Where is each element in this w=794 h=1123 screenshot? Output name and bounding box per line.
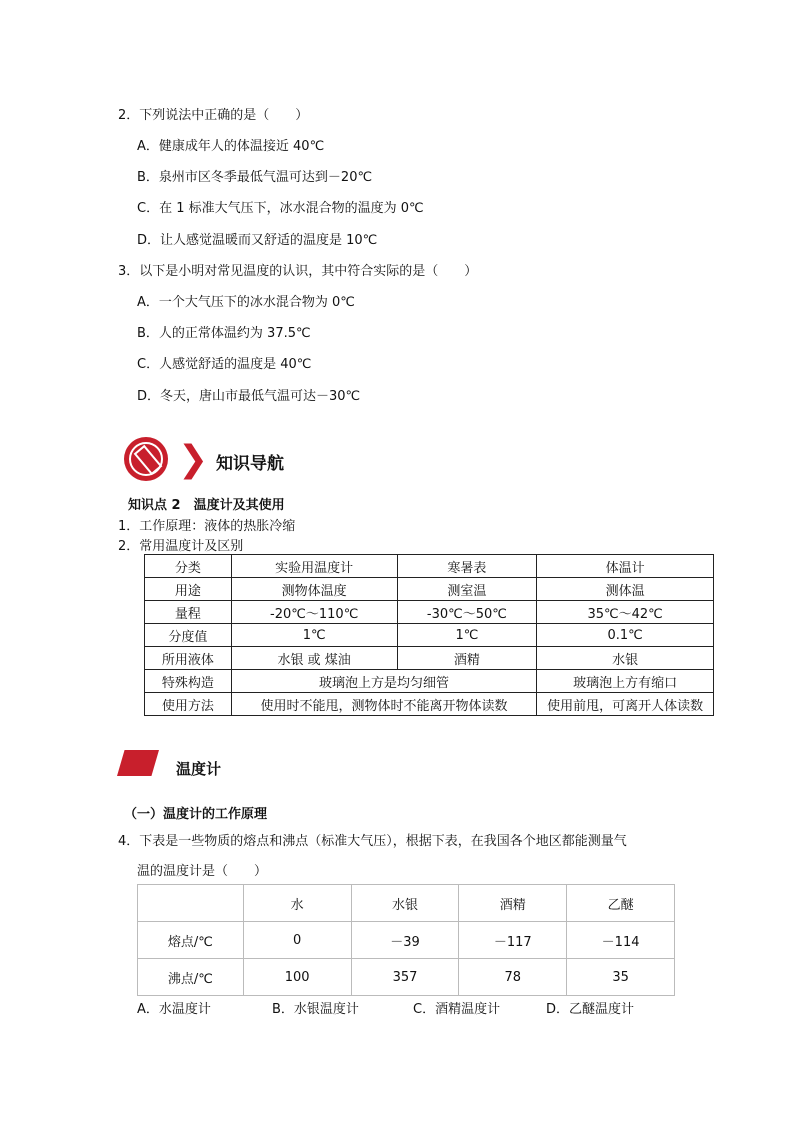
table-cell: 酒精 <box>397 647 537 670</box>
question-4-choice-c: C．酒精温度计 <box>413 1002 501 1017</box>
table-cell: 特殊构造 <box>145 670 232 693</box>
band-title: 温度计 <box>176 760 222 778</box>
table-cell: 35℃～42℃ <box>537 601 714 624</box>
question-4-stem-line-1: 4．下表是一些物质的熔点和沸点（标准大气压），根据下表，在我国各个地区都能测量气 <box>118 834 627 849</box>
table-cell: 分度值 <box>145 624 232 647</box>
knowledge-line-1: 1．工作原理：液体的热胀冷缩 <box>118 519 296 534</box>
table-cell: 实验用温度计 <box>231 555 397 578</box>
question-4-stem-line-2: 温的温度计是（ ） <box>137 864 268 879</box>
table-cell: 0.1℃ <box>537 624 714 647</box>
question-2-option-a: A．健康成年人的体温接近 40℃ <box>137 139 325 154</box>
question-4-choice-a: A．水温度计 <box>137 1002 211 1017</box>
question-3-option-a: A．一个大气压下的冰水混合物为 0℃ <box>137 295 355 310</box>
question-2-stem: 2．下列说法中正确的是（ ） <box>118 108 309 123</box>
question-3-option-d: D．冬天，唐山市最低气温可达－30℃ <box>137 389 361 404</box>
table-cell: 1℃ <box>231 624 397 647</box>
table-cell: -30℃～50℃ <box>397 601 537 624</box>
table-cell: 量程 <box>145 601 232 624</box>
thermometer-comparison-table <box>144 554 714 716</box>
question-4-choice-d: D．乙醚温度计 <box>546 1002 635 1017</box>
table-cell: 测室温 <box>397 578 537 601</box>
table-cell: 酒精 <box>459 885 567 922</box>
table-cell <box>138 885 244 922</box>
table-cell: 使用前甩，可离开人体读数 <box>537 693 714 716</box>
table-cell: 35 <box>567 959 675 996</box>
table-row <box>145 647 714 670</box>
chevron-right-icon: ❯ <box>178 439 209 480</box>
table-cell: 寒暑表 <box>397 555 537 578</box>
table-row <box>145 555 714 578</box>
table-row <box>145 693 714 716</box>
question-2-option-c: C．在 1 标准大气压下，冰水混合物的温度为 0℃ <box>137 201 424 216</box>
knowledge-point-heading: 知识点 2 温度计及其使用 <box>128 498 285 513</box>
table-cell: 水银 <box>537 647 714 670</box>
table-cell: 测物体温度 <box>231 578 397 601</box>
table-row <box>145 670 714 693</box>
table-cell: 乙醚 <box>567 885 675 922</box>
table-row <box>138 922 675 959</box>
question-4-choice-b: B．水银温度计 <box>272 1002 359 1017</box>
table-cell: 水 <box>243 885 351 922</box>
subsection-title: （一）温度计的工作原理 <box>124 807 268 822</box>
table-cell: 78 <box>459 959 567 996</box>
table-cell: 所用液体 <box>145 647 232 670</box>
table-cell: 使用方法 <box>145 693 232 716</box>
question-3-option-b: B．人的正常体温约为 37.5℃ <box>137 326 311 341</box>
table-cell: －39 <box>351 922 459 959</box>
knowledge-line-2: 2．常用温度计及区别 <box>118 539 244 554</box>
table-cell: 100 <box>243 959 351 996</box>
table-cell: 玻璃泡上方有缩口 <box>537 670 714 693</box>
table-cell: 357 <box>351 959 459 996</box>
table-cell: 沸点/℃ <box>138 959 244 996</box>
table-row <box>145 601 714 624</box>
question-3-option-c: C．人感觉舒适的温度是 40℃ <box>137 357 312 372</box>
table-cell: -20℃～110℃ <box>231 601 397 624</box>
question-3-stem: 3．以下是小明对常见温度的认识，其中符合实际的是（ ） <box>118 264 478 279</box>
table-cell: 分类 <box>145 555 232 578</box>
table-cell: －114 <box>567 922 675 959</box>
table-cell: 0 <box>243 922 351 959</box>
table-cell: 测体温 <box>537 578 714 601</box>
table-cell: 玻璃泡上方是均匀细管 <box>231 670 536 693</box>
table-cell: －117 <box>459 922 567 959</box>
table-cell: 体温计 <box>537 555 714 578</box>
section-band-icon <box>117 750 159 776</box>
table-row <box>145 578 714 601</box>
table-row <box>138 959 675 996</box>
table-cell: 水银 <box>351 885 459 922</box>
table-cell: 水银 或 煤油 <box>231 647 397 670</box>
melting-boiling-table <box>137 884 675 996</box>
question-2-option-b: B．泉州市区冬季最低气温可达到－20℃ <box>137 170 373 185</box>
table-row <box>145 624 714 647</box>
section-title: 知识导航 <box>216 454 284 474</box>
table-row <box>138 885 675 922</box>
question-2-option-d: D．让人感觉温暖而又舒适的温度是 10℃ <box>137 233 378 248</box>
table-cell: 用途 <box>145 578 232 601</box>
table-cell: 使用时不能甩，测物体时不能离开物体读数 <box>231 693 536 716</box>
table-cell: 1℃ <box>397 624 537 647</box>
table-cell: 熔点/℃ <box>138 922 244 959</box>
